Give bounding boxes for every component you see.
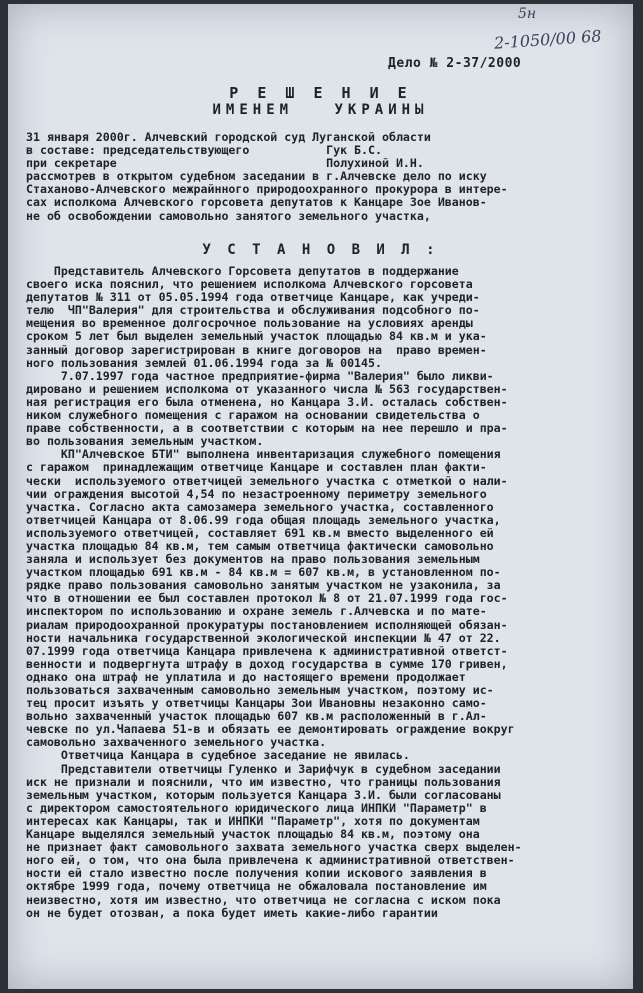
body-line: венности и подвергнута штрафу в доход государства в сумме 170 гривен, [26,656,508,671]
body-line: иск не признали и пояснили, что им известно, что границы пользования [26,774,501,789]
body-line: ного пользования землей 01.06.1994 года за № 00145. [26,355,382,370]
document-page [8,4,633,989]
body-line: самовольно захваченного земельного участка. [26,735,327,750]
body-line: он не будет отозван, а пока будет иметь какие-либо гарантии [26,905,438,920]
body-line: тец просит изъять у ответчицы Канцары Зои Ивановны незаконно само- [26,696,487,711]
body-line: участком площадью 691 кв.м - 84 кв.м = 607 кв.м, в установленном по- [26,565,501,580]
body-line: во пользования земельным участком. [26,434,264,449]
body-line: депутатов № 311 от 05.05.1994 года ответчице Канцаре, как учреди- [26,290,480,305]
body-line: дировано и решением исполкома от указанного числа № 563 государствен- [26,381,508,396]
body-line: неизвестно, хотя им известно, что ответчица не согласна с иском пока [26,892,501,907]
body-line: занный договор зарегистрирован в книге договоров на право времен- [26,342,487,357]
case-number: Дело № 2-37/2000 [388,56,522,71]
body-line: сроком 5 лет был выделен земельный участок площадью 84 кв.м и ука- [26,329,487,344]
body-line: ником служебного помещения с гаражом на основании свидетельства о [26,408,480,423]
body-line: Канцаре выделялся земельный участок площадью 84 кв.м, поэтому она [26,827,480,842]
body-line: КП"Алчевское БТИ" выполнена инвентаризация служебного помещения [26,447,501,462]
body-line: ответчицей Канцара от 8.06.99 года общая площадь земельного участка, [26,512,501,527]
body-line: вольно захваченный участок площадью 607 кв.м расположенный в г.Ал- [26,709,487,724]
body-line: 07.1999 года ответчица Канцара привлечена к административной ответст- [26,643,508,658]
body-line: риалам природоохранной прокуратуры постановлением исполняющей обязан- [26,617,508,632]
body-line: ности ей стало известно после получения копии искового заявления в [26,866,487,881]
body-line: Представитель Алчевского Горсовета депутатов в поддержание [26,264,459,278]
body-line: участка площадью 84 кв.м, тем самым ответчица фактически самовольно [26,538,494,553]
body-line: телю ЧП"Валерия" для строительства и обслуживания подсобного по- [26,303,480,318]
body-line: ности начальника государственной экологической инспекции № 47 от 22. [26,630,501,645]
intro-paragraph [26,131,620,223]
body-line: заняла и использует без документов на право пользования земельным [26,552,480,567]
document-title: Р Е Ш Е Н И Е [229,84,412,102]
intro-line: при секретаре Полухиной И.Н. [26,156,424,171]
handwritten-mark: 5н [518,6,537,22]
body-line: с директором самостоятельного юридического лица ИНПКИ "Параметр" в [26,800,487,815]
intro-line: 31 января 2000г. Алчевский городской суд Луганской области [26,130,431,144]
body-line: не признает факт самовольного захвата земельного участка сверх выделен- [26,840,522,855]
body-line: ного ей, о том, что она была привлечена к административной ответствен- [26,853,515,868]
body-line: земельным участком, которым пользуется Канцара З.И. были согласованы [26,787,501,802]
document-subtitle: ИМЕНЕМ УКРАИНЫ [212,102,429,118]
body-line: праве собственности, а в соответствии с которым на нее перешло и пра- [26,421,508,436]
body-line: используемого ответчицей, составляет 691 кв.м вместо выделенного ей [26,525,494,540]
intro-line: сах исполкома Алчевского горсовета депутатов к Канцаре Зое Иванов- [26,195,487,210]
body-line: 7.07.1997 года частное предприятие-фирма "Валерия" было ликви- [26,368,494,383]
body-line: мещения во временное долгосрочное пользование на условиях аренды [26,316,473,331]
intro-line: не об освобождении самовольно занятого земельного участка, [26,208,431,223]
body-line: чевске по ул.Чапаева 51-в и обязать ее демонтировать ограждение вокруг [26,722,515,737]
intro-line: рассмотрев в открытом судебном заседании в г.Алчевске дело по иску [26,169,487,184]
intro-line: в составе: председательствующего Гук Б.С. [26,143,382,158]
body-line: участка. Согласно акта самозамера земельного участка, составленного [26,499,494,514]
body-line: однако она штраф не уплатила и до настоящего времени продолжает [26,669,466,684]
body-line: своего иска пояснил, что решением исполкома Алчевского горсовета [26,277,473,292]
body-line: с гаражом принадлежащим ответчице Канцаре и составлен план факти- [26,460,487,475]
body-line: пользоваться захваченным самовольно земельным участком, поэтому ис- [26,683,494,697]
body-line: чии ограждения высотой 4,54 по незастроенному периметру земельного [26,486,487,501]
body-text [26,265,620,920]
body-line: ная регистрация его была отменена, но Канцара З.И. осталась собствен- [26,394,508,409]
body-line: рядке право пользования самовольно занятым участком не узаконила, за [26,578,501,593]
intro-line: Стаханово-Алчевского межрайнного природоохранного прокурора в интере- [26,182,508,197]
body-line: октябре 1999 года, почему ответчица не обжаловала постановление им [26,879,487,894]
body-line: инспектором по использованию и охране земель г.Алчевска и по мате- [26,604,487,619]
body-line: Ответчица Канцара в судебное заседание не явилась. [26,748,410,763]
body-line: чески используемого ответчицей земельного участка с отметкой о нали- [26,473,508,488]
handwritten-case-reference: 2-1050/00 68 [493,26,603,53]
body-line: интересах как Канцары, так и ИНПКИ "Параметр", хотя по документам [26,813,480,828]
section-heading: У С Т А Н О В И Л : [202,242,439,258]
body-line: Представители ответчицы Гуленко и Зарифчук в судебном заседании [26,761,501,776]
body-line: что в отношении ее был составлен протокол № 8 от 21.07.1999 года гос- [26,591,508,606]
